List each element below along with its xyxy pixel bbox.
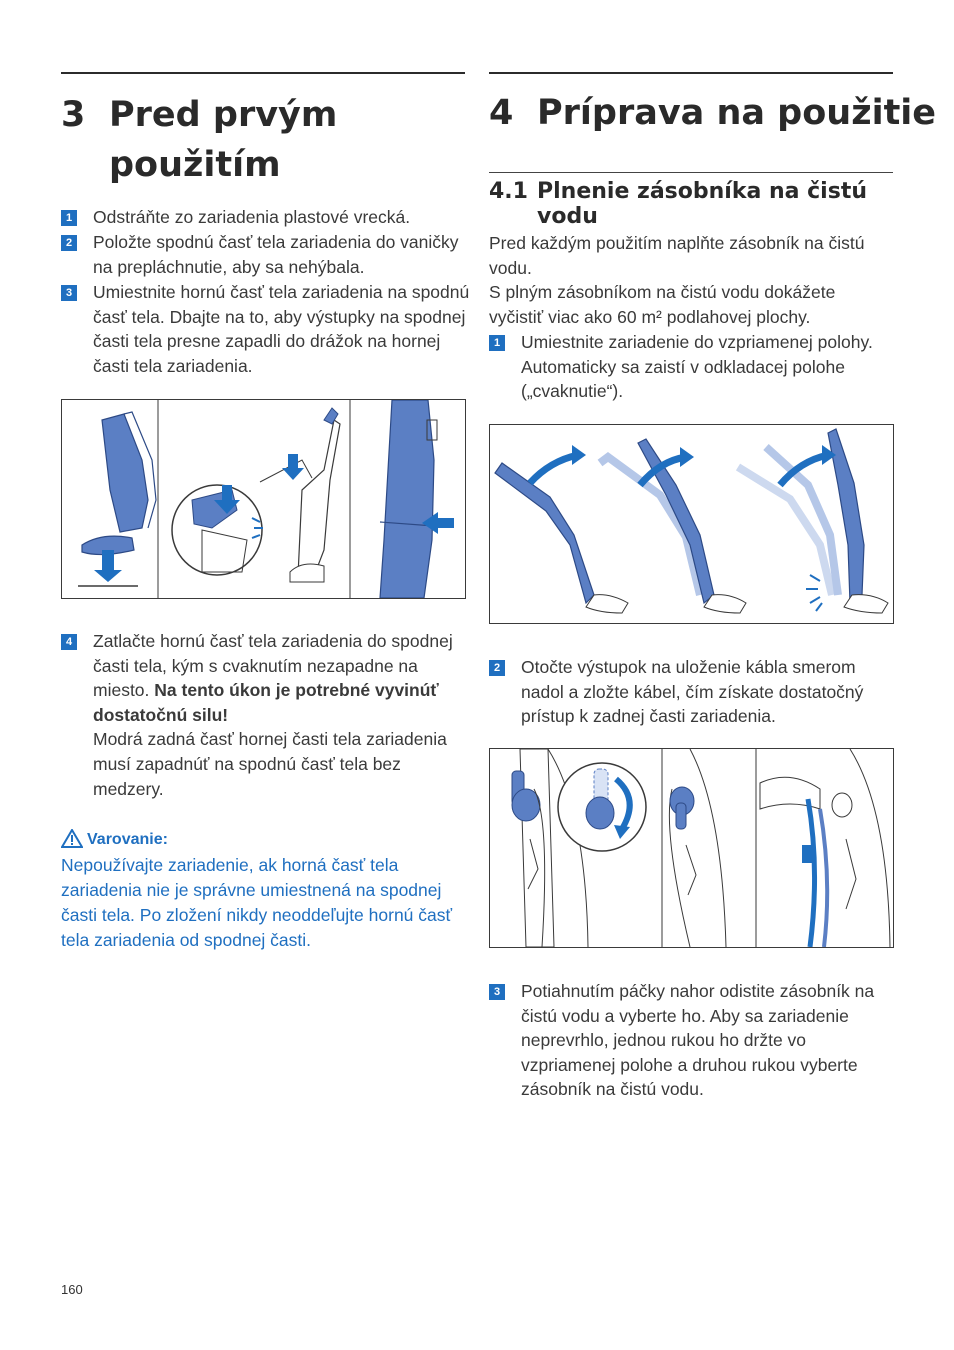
left-step-4 bbox=[61, 629, 471, 801]
section-3-heading bbox=[61, 90, 337, 190]
assembly-illustration-svg bbox=[62, 400, 465, 598]
warning-title: Varovanie: bbox=[87, 831, 168, 848]
step-badge: 1 bbox=[489, 335, 505, 351]
assembly-illustration bbox=[61, 399, 466, 599]
warning-heading bbox=[61, 829, 168, 855]
step-badge: 4 bbox=[61, 634, 77, 650]
subsection-4-1-heading bbox=[489, 179, 893, 229]
section-3-number: 3 bbox=[61, 95, 86, 135]
step-text: Otočte výstupok na uloženie kábla smerom nadol a zložte kábel, čím získate dostatočný prístup k zadnej časti zariadenia. bbox=[521, 657, 864, 727]
subsection-rule bbox=[489, 172, 893, 173]
step-text: Umiestnite zariadenie do vzpriamenej polohy. Automaticky sa zaistí v odkladacej polohe („cvaknutie“). bbox=[521, 332, 873, 402]
section-4-heading bbox=[489, 90, 936, 136]
page-number: 160 bbox=[61, 1282, 83, 1297]
subsection-title: Plnenie zásobníka na čistú vodu bbox=[537, 179, 867, 229]
step-text-bold: Na tento úkon je potrebné vyvinúť dostatočnú silu! bbox=[93, 680, 439, 725]
right-top-rule bbox=[489, 72, 893, 74]
left-step-2 bbox=[61, 230, 471, 279]
upright-position-illustration-svg bbox=[490, 425, 893, 623]
warning-text: Nepoužívajte zariadenie, ak horná časť tela zariadenia nie je správne umiestnená na spodnej časti tela. Po zložení nikdy neoddeľujte hornú časť tela zariadenia od spodnej časti. bbox=[61, 855, 453, 950]
step-badge: 3 bbox=[489, 984, 505, 1000]
section-3-title-line1: Pred prvým bbox=[109, 95, 338, 135]
cord-hook-illustration-svg bbox=[490, 749, 893, 947]
left-step-3 bbox=[61, 280, 471, 378]
warning-triangle-icon bbox=[61, 829, 83, 855]
section-3-title-line2: použitím bbox=[109, 145, 281, 185]
step-badge: 1 bbox=[61, 210, 77, 226]
right-step-1 bbox=[489, 330, 893, 404]
step-text: Odstráňte zo zariadenia plastové vrecká. bbox=[93, 207, 411, 227]
left-step-1 bbox=[61, 205, 471, 230]
step-text: Zatlačte hornú časť tela zariadenia do spodnej časti tela, kým s cvaknutím nezapadne na miesto. bbox=[93, 631, 453, 701]
right-step-2 bbox=[489, 655, 893, 729]
section-4-title: Príprava na použitie bbox=[537, 93, 937, 133]
intro-paragraph-1: Pred každým použitím naplňte zásobník na čistú vodu. bbox=[489, 233, 865, 278]
intro-paragraph-2: S plným zásobníkom na čistú vodu dokážete vyčistiť viac ako 60 m² podlahovej plochy. bbox=[489, 282, 836, 327]
step-badge: 2 bbox=[61, 235, 77, 251]
step-text: Položte spodnú časť tela zariadenia do vaničky na prepláchnutie, aby sa nehýbala. bbox=[93, 232, 459, 277]
left-top-rule bbox=[61, 72, 465, 74]
step-text: Potiahnutím páčky nahor odistite zásobník na čistú vodu a vyberte ho. Aby sa zariadenie neprevrhlo, jednou rukou ho držte vo vzpriamenej polohe a druhou rukou vyberte zásobník na čistú vodu. bbox=[521, 981, 875, 1100]
upright-position-illustration bbox=[489, 424, 894, 624]
step-text: Umiestnite hornú časť tela zariadenia na spodnú časť tela. Dbajte na to, aby výstupky na spodnej časti tela presne zapadli do drážok na hornej časti tela zariadenia. bbox=[93, 282, 470, 376]
step-text-note: Modrá zadná časť hornej časti tela zariadenia musí zapadnúť na spodnú časť tela bez medzery. bbox=[93, 729, 447, 799]
step-badge: 2 bbox=[489, 660, 505, 676]
right-step-3 bbox=[489, 979, 893, 1102]
subsection-number: 4.1 bbox=[489, 179, 528, 204]
section-4-number: 4 bbox=[489, 93, 514, 133]
cord-hook-illustration bbox=[489, 748, 894, 948]
step-badge: 3 bbox=[61, 285, 77, 301]
